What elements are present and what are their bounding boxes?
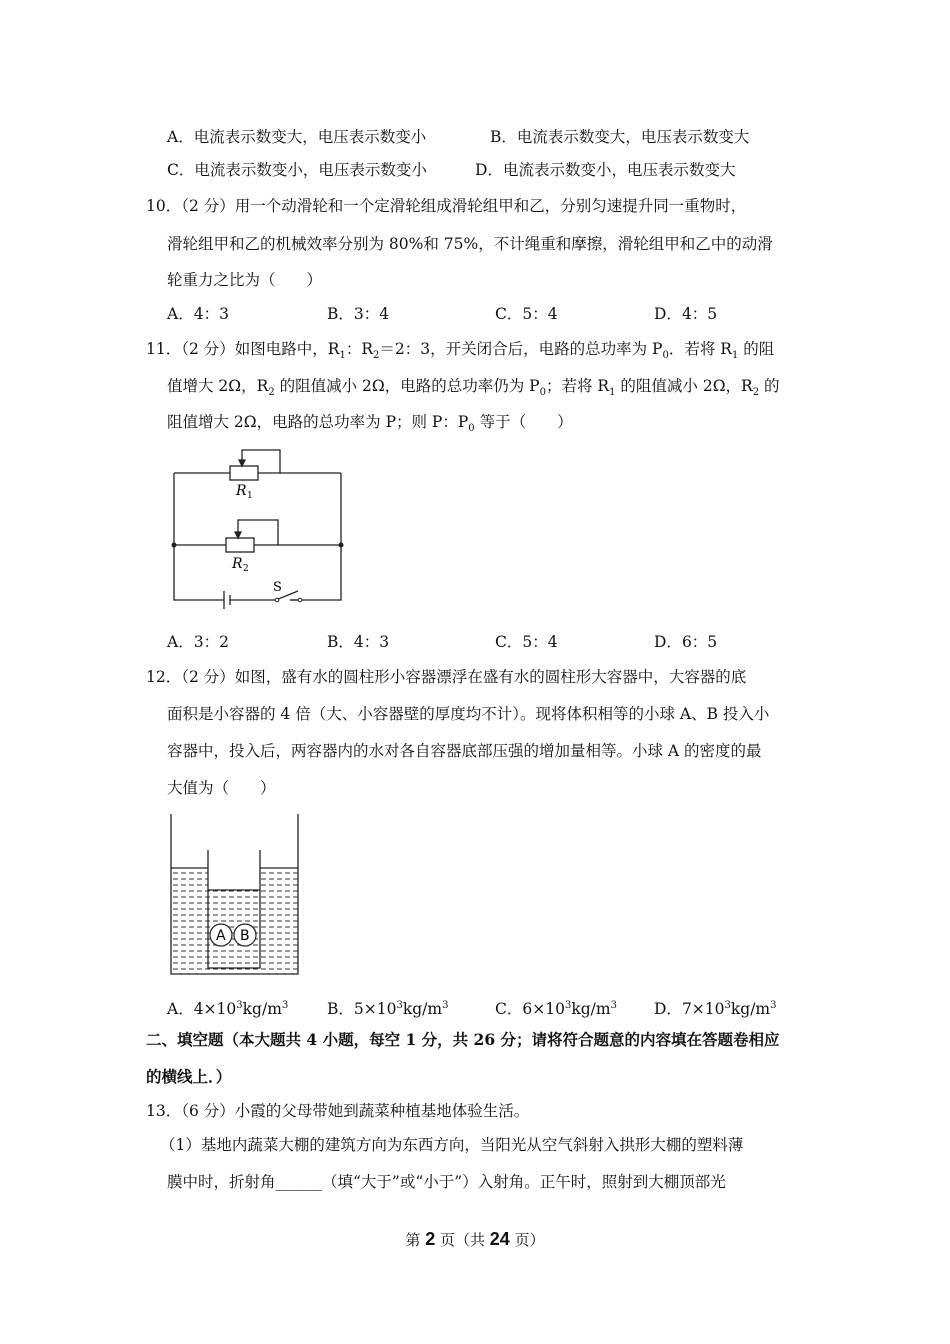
option-unit: kg/m xyxy=(402,1000,443,1019)
option-text: 3：2 xyxy=(193,633,229,651)
option-label: B． xyxy=(490,128,517,146)
option-text: 3：4 xyxy=(353,305,390,323)
q9-option-d xyxy=(475,160,735,180)
footer-text: 第 xyxy=(405,1231,421,1249)
text-seg: 的 xyxy=(759,377,780,395)
option-text: 6：5 xyxy=(681,633,718,651)
q10-line3: 轮重力之比为（ ） xyxy=(167,271,323,289)
option-value: 4×10 xyxy=(193,1000,237,1019)
text-seg: 的阻 xyxy=(738,340,775,358)
q10-line1 xyxy=(146,196,746,216)
q12-line3: 容器中，投入后，两容器内的水对各自容器底部压强的增加量相等。小球 A 的密度的最 xyxy=(167,742,762,760)
option-label: D． xyxy=(654,1000,682,1019)
question-number: 11． xyxy=(146,340,182,358)
option-label: C． xyxy=(495,305,523,323)
text-seg: 等于（ ） xyxy=(474,413,573,431)
text-seg: 的阻值减小 2Ω，R xyxy=(615,377,753,395)
exponent: 3 xyxy=(724,1000,731,1011)
question-text: （6 分）小霞的父母带她到蔬菜种植基地体验生活。 xyxy=(181,1102,530,1120)
text-seg: ：R xyxy=(345,340,373,358)
subscript: 2 xyxy=(268,387,275,399)
q12-line1 xyxy=(146,667,746,687)
subscript: 1 xyxy=(609,387,616,399)
subscript: 2 xyxy=(373,350,380,362)
circuit-wire-outer xyxy=(174,473,222,600)
q11-option-b xyxy=(327,632,389,652)
option-text: 电流表示数变大，电压表示数变大 xyxy=(516,128,750,146)
option-unit: kg/m xyxy=(730,1000,771,1019)
q10-option-d xyxy=(654,304,717,324)
question-number: 12． xyxy=(146,668,182,686)
q9-option-c xyxy=(167,160,427,180)
text-seg: ；若将 R xyxy=(546,377,610,395)
subscript: 1 xyxy=(731,350,739,362)
option-label: A． xyxy=(167,633,194,651)
q11-option-c xyxy=(495,632,558,652)
option-text: 4：3 xyxy=(193,305,229,323)
subscript: 1 xyxy=(339,350,346,362)
option-value: 5×10 xyxy=(353,1000,397,1019)
resistor-r2 xyxy=(226,538,254,552)
page-footer xyxy=(0,1229,950,1250)
section2-heading-line1: 二、填空题（本大题共 4 小题，每空 1 分，共 26 分；请将符合题意的内容填在答题卷相应 xyxy=(146,1030,780,1049)
circuit-wire-right xyxy=(290,473,341,600)
question-text: （2 分）如图，盛有水的圆柱形小容器漂浮在盛有水的圆柱形大容器中，大容器的底 xyxy=(181,668,747,686)
option-text: 电流表示数变小，电压表示数变大 xyxy=(502,161,736,179)
text-seg: 值增大 2Ω，R xyxy=(167,377,269,395)
q12-option-a xyxy=(167,996,288,1019)
q10-option-b xyxy=(327,304,389,324)
q12-line2: 面积是小容器的 4 倍（大、小容器壁的厚度均不计）。现将体积相等的小球 A、B 投入小 xyxy=(167,705,770,723)
question-number: 13． xyxy=(146,1102,182,1120)
q12-option-d xyxy=(654,996,777,1019)
option-label: C． xyxy=(495,1000,523,1019)
option-text: 5：4 xyxy=(522,305,558,323)
text-seg: （2 分）如图电路中，R xyxy=(181,340,340,358)
exponent: 3 xyxy=(236,1000,243,1011)
option-value: 7×10 xyxy=(681,1000,725,1019)
section2-heading-line2: 的横线上．） xyxy=(146,1067,232,1086)
option-value: 6×10 xyxy=(522,1000,565,1019)
option-label: C． xyxy=(167,161,195,179)
page-number: 2 xyxy=(425,1229,436,1249)
exponent: 3 xyxy=(281,1000,289,1011)
option-text: 电流表示数变大，电压表示数变小 xyxy=(193,128,427,146)
option-text: 电流表示数变小，电压表示数变小 xyxy=(194,161,427,179)
exponent: 3 xyxy=(770,1000,777,1011)
q12-option-b xyxy=(327,996,448,1019)
text-seg: 的阻值减小 2Ω，电路的总功率仍为 P xyxy=(274,377,540,395)
q13-line3: 膜中时，折射角______（填“大于”或“小于”）入射角。正午时，照射到大棚顶部光 xyxy=(167,1173,726,1191)
r1-label: R xyxy=(236,483,247,499)
q13-line1 xyxy=(146,1101,529,1121)
q9-option-a xyxy=(167,127,426,147)
option-unit: kg/m xyxy=(571,1000,611,1019)
ball-b-label: B xyxy=(240,928,250,944)
option-label: B． xyxy=(327,1000,354,1019)
switch-label: S xyxy=(273,580,282,595)
text-seg: ．若将 R xyxy=(668,340,732,358)
option-unit: kg/m xyxy=(242,1000,282,1019)
footer-text: 页） xyxy=(514,1231,545,1249)
option-text: 4：5 xyxy=(681,305,718,323)
q11-line3 xyxy=(167,412,573,439)
subscript: 0 xyxy=(468,423,475,435)
option-text: 4：3 xyxy=(353,633,390,651)
option-label: B． xyxy=(327,305,354,323)
total-pages: 24 xyxy=(489,1229,510,1249)
subscript: 0 xyxy=(539,387,546,399)
option-label: A． xyxy=(167,305,194,323)
option-label: D． xyxy=(654,305,682,323)
subscript: 0 xyxy=(662,350,669,362)
q9-option-b xyxy=(490,127,749,147)
question-number: 10． xyxy=(146,197,182,215)
option-text: 5：4 xyxy=(522,633,558,651)
option-label: B． xyxy=(327,633,354,651)
exponent: 3 xyxy=(396,1000,403,1011)
option-label: D． xyxy=(475,161,503,179)
exponent: 3 xyxy=(610,1000,617,1011)
option-label: A． xyxy=(167,1000,194,1019)
question-text: （2 分）用一个动滑轮和一个定滑轮组成滑轮组甲和乙，分别匀速提升同一重物时， xyxy=(181,197,747,215)
q12-line4: 大值为（ ） xyxy=(167,779,276,797)
battery xyxy=(222,591,270,609)
circuit-diagram xyxy=(160,445,360,610)
footer-text: 页（共 xyxy=(439,1231,485,1249)
r1-subscript: 1 xyxy=(247,491,253,501)
r2-label: R xyxy=(232,556,243,572)
circuit-wire-r1 xyxy=(174,450,280,473)
q11-option-d xyxy=(654,632,717,652)
text-seg: 阻值增大 2Ω，电路的总功率为 P；则 P：P xyxy=(167,413,469,431)
text-seg: ＝2：3，开关闭合后，电路的总功率为 P xyxy=(379,340,663,358)
q10-option-a xyxy=(167,304,229,324)
option-label: C． xyxy=(495,633,523,651)
subscript: 2 xyxy=(752,387,760,399)
q10-option-c xyxy=(495,304,558,324)
q13-line2: （1）基地内蔬菜大棚的建筑方向为东西方向，当阳光从空气斜射入拱形大棚的塑料薄 xyxy=(160,1136,744,1154)
q11-option-a xyxy=(167,632,229,652)
q11-line2 xyxy=(167,376,780,403)
ball-a-label: A xyxy=(216,928,226,944)
container-diagram xyxy=(165,810,305,980)
r2-subscript: 2 xyxy=(243,564,249,574)
option-label: A． xyxy=(167,128,194,146)
q10-line2: 滑轮组甲和乙的机械效率分别为 80%和 75%，不计绳重和摩擦，滑轮组甲和乙中的动滑 xyxy=(167,235,773,253)
exponent: 3 xyxy=(442,1000,449,1011)
exponent: 3 xyxy=(564,1000,572,1011)
option-label: D． xyxy=(654,633,682,651)
q11-line1 xyxy=(146,339,774,366)
q12-option-c xyxy=(495,996,617,1019)
resistor-r1 xyxy=(230,466,258,480)
